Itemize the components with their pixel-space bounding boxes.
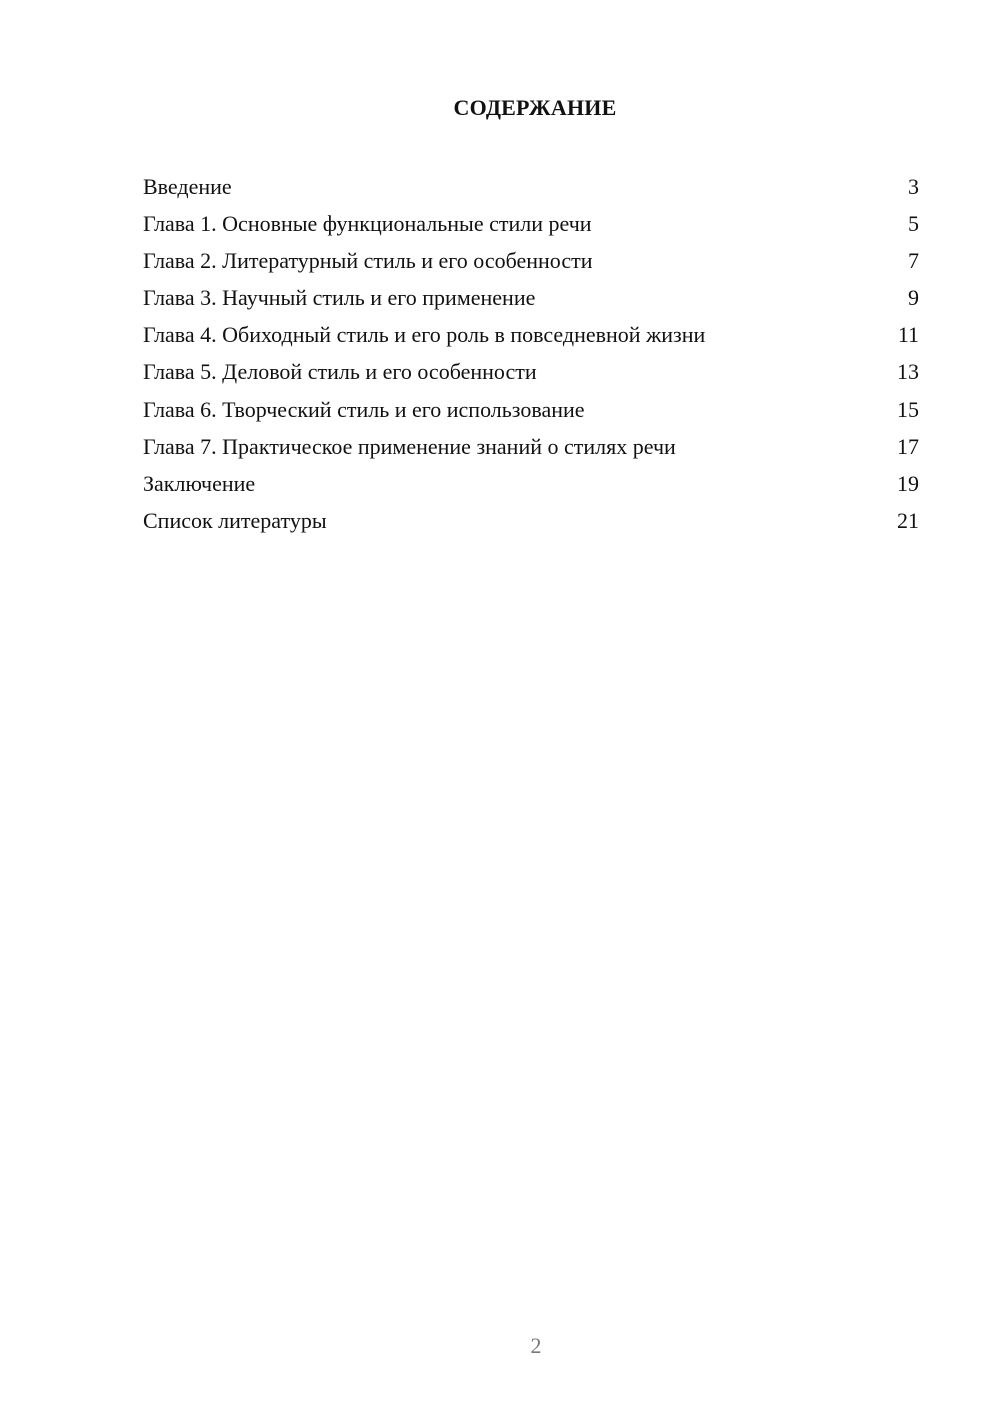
toc-entry-page: 7 [908,248,919,274]
toc-entry-page: 3 [908,174,919,199]
page-number: 2 [530,1333,542,1358]
toc-entry-chapter-6 [143,391,919,428]
toc-entry-page: 21 [897,507,919,533]
toc-entry-title: Глава 7. Практическое применение знаний о стилях речи [143,433,676,459]
toc-entry-chapter-3 [143,279,919,316]
toc-entry-page: 15 [897,396,919,422]
toc-entry-chapter-5 [143,353,919,390]
toc-entry-title: Глава 2. Литературный стиль и его особенности [143,248,593,274]
toc-entry-title: Глава 6. Творческий стиль и его использование [143,396,585,422]
toc-entry-page: 9 [908,285,919,311]
toc-entry-page: 11 [897,322,919,348]
toc-entry-page: 5 [908,211,919,237]
toc-entry-chapter-2 [143,242,919,279]
toc-entry-conclusion [143,465,919,502]
toc-entry-chapter-7 [143,428,919,465]
toc-entry-introduction [143,168,919,205]
toc-entry-page: 19 [897,470,919,496]
toc-entry-chapter-1 [143,205,919,242]
toc-entry-title: Глава 5. Деловой стиль и его особенности [143,359,537,385]
toc-entry-title: Заключение [143,470,256,496]
toc-entry-page: 17 [897,433,919,459]
toc-entry-title: Список литературы [143,507,327,533]
toc-entry-title: Глава 1. Основные функциональные стили речи [143,211,592,237]
toc-entry-bibliography [143,502,919,539]
toc-entry-title: Введение [143,174,232,199]
toc-entry-title: Глава 4. Обиходный стиль и его роль в повседневной жизни [143,322,706,348]
toc-entry-page: 13 [897,359,919,385]
toc-entry-title: Глава 3. Научный стиль и его применение [143,285,536,311]
page-title: СОДЕРЖАНИЕ [453,95,617,120]
table-of-contents [143,168,919,539]
toc-entry-chapter-4 [143,316,919,353]
